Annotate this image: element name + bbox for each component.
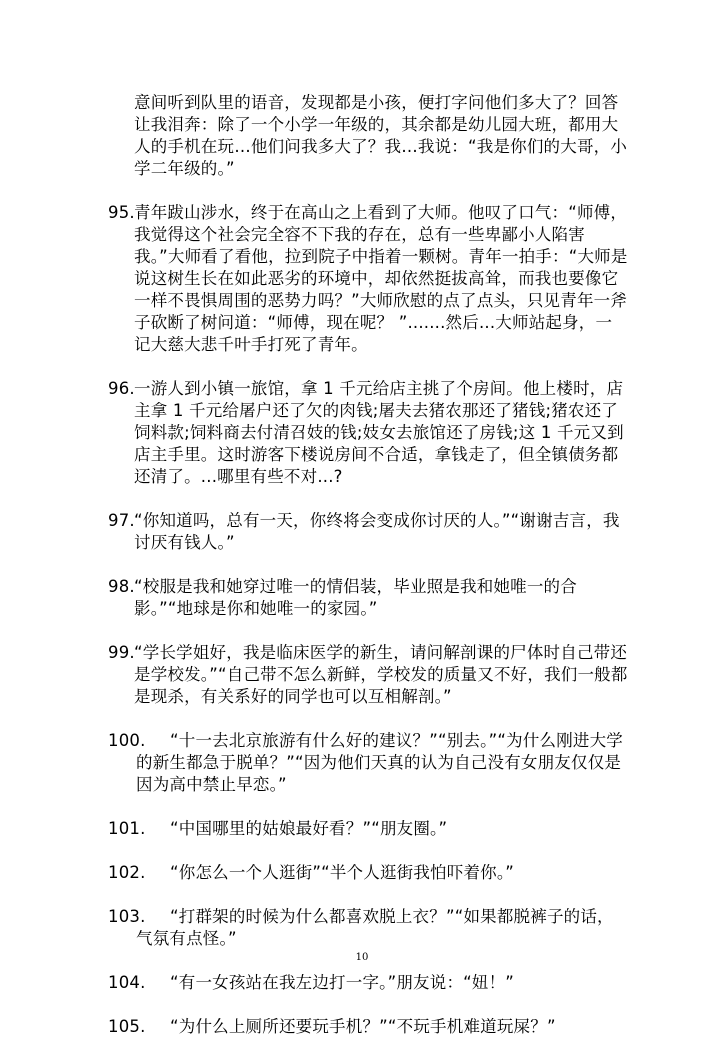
list-item-95: [108, 202, 628, 356]
item-number: 97.: [108, 511, 135, 530]
item-text: “中国哪里的姑娘最好看？”“朋友圈。”: [170, 819, 448, 838]
item-number: 101.: [108, 819, 146, 838]
intro-paragraph: 意间听到队里的语音，发现都是小孩，便打字问他们多大了？回答让我泪奔：除了一个小学一年级的，其余都是幼儿园大班，都用大人的手机在玩…他们问我多大了？我…我说：“我是你们的大哥，小学二年级的。”: [134, 93, 628, 178]
item-number: 96.: [108, 379, 135, 398]
list-item-102: [108, 862, 628, 884]
item-number: 104.: [108, 973, 146, 992]
list-item-98: [108, 576, 628, 620]
item-text: “你怎么一个人逛街”“半个人逛街我怕吓着你。”: [170, 863, 515, 882]
item-text: “打群架的时候为什么都喜欢脱上衣？”“如果都脱裤子的话，气氛有点怪。”: [136, 907, 614, 948]
page-number: 10: [355, 952, 369, 963]
item-number: 100.: [108, 731, 146, 750]
item-text: “十一去北京旅游有什么好的建议？”“别去。”“为什么刚进大学的新生都急于脱单？”“因为他们天真的认为自己没有女朋友仅仅是因为高中禁止早恋。”: [136, 731, 623, 794]
item-number: 105.: [108, 1017, 146, 1036]
item-number: 95.: [108, 203, 135, 222]
list-item-100: [108, 730, 628, 796]
list-item-103: [108, 906, 628, 950]
item-text: “学长学姐好，我是临床医学的新生，请问解剖课的尸体时自己带还是学校发。”“自己带不怎么新鲜，学校发的质量又不好，我们一般都是现杀，有关系好的同学也可以互相解剖。”: [134, 643, 628, 706]
list-item-97: [108, 510, 628, 554]
document-body: [108, 92, 628, 1060]
item-number: 98.: [108, 577, 135, 596]
item-text: “有一女孩站在我左边打一字。”朋友说：“妞！”: [170, 973, 515, 992]
list-item-104: [108, 972, 628, 994]
item-text: “你知道吗，总有一天，你终将会变成你讨厌的人。”“谢谢吉言，我讨厌有钱人。”: [134, 511, 620, 552]
item-number: 103.: [108, 907, 146, 926]
item-text: “校服是我和她穿过唯一的情侣装，毕业照是我和她唯一的合影。”“地球是你和她唯一的家园。”: [134, 577, 577, 618]
item-text: 青年跋山涉水，终于在高山之上看到了大师。他叹了口气：“师傅，我觉得这个社会完全容不下我的存在，总有一些卑鄙小人陷害我。”大师看了看他，拉到院子中指着一颗树。青年一拍手：“大师是说这树生长在如此恶劣的环境中，却依然挺拔高耸，而我也要像它一样不畏惧周围的恶势力吗？”大师欣慰的点了点头，只见青年一斧子砍断了树问道：“师傅，现在呢？ ”.......然后...大师站起身，一记大慈大悲千叶手打死了青年。: [134, 203, 628, 354]
item-text: “为什么上厕所还要玩手机？”“不玩手机难道玩屎？”: [170, 1017, 556, 1036]
item-number: 99.: [108, 643, 135, 662]
item-text: 一游人到小镇一旅馆，拿 1 千元给店主挑了个房间。他上楼时，店主拿 1 千元给屠户还了欠的肉钱;屠夫去猪农那还了猪钱;猪农还了饲料款;饲料商去付清召妓的钱;妓女去旅馆还了房钱;这 1 千元又到店主手里。这时游客下楼说房间不合适，拿钱走了，但全镇债务都还清了。...哪里有些不对...?: [134, 379, 624, 486]
item-number: 102.: [108, 863, 146, 882]
list-item-105: [108, 1016, 628, 1038]
list-item-101: [108, 818, 628, 840]
list-item-99: [108, 642, 628, 708]
list-item-96: [108, 378, 628, 488]
